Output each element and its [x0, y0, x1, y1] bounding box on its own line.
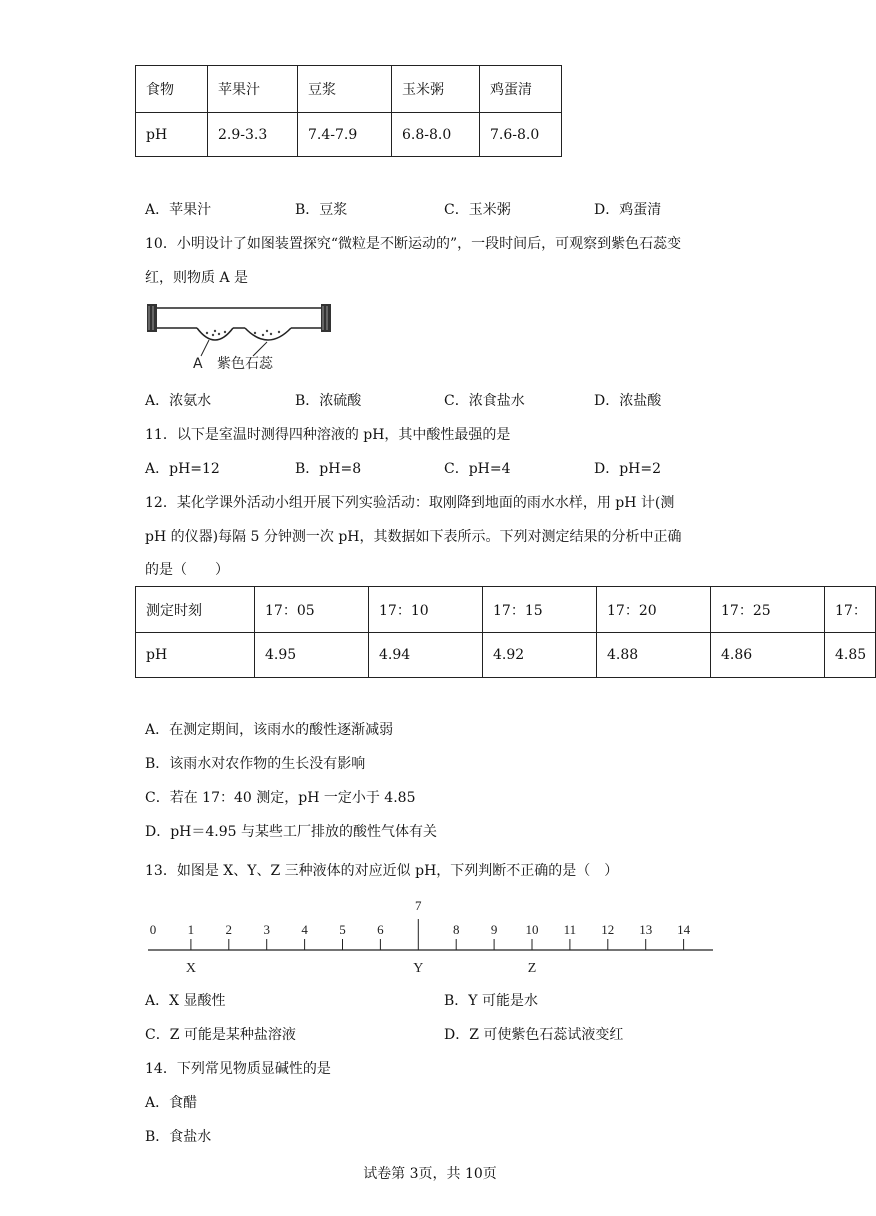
- q11-option-c[interactable]: C．pH=4: [444, 461, 511, 477]
- scale-number: 12: [601, 922, 615, 937]
- table-cell: 7.4-7.9: [298, 113, 392, 157]
- scale-marker-y: Y: [413, 961, 424, 976]
- table-cell: pH: [136, 633, 255, 678]
- q10-option-a[interactable]: A．浓氨水: [145, 393, 212, 409]
- table-cell: 7.6-8.0: [480, 113, 562, 157]
- q14-option-a[interactable]: A．食醋: [145, 1095, 198, 1111]
- table-cell: pH: [136, 113, 208, 157]
- table-cell: 17：25: [711, 587, 825, 633]
- table-row: [136, 113, 562, 157]
- table-cell: 17：10: [369, 587, 483, 633]
- scale-number: 10: [525, 922, 539, 937]
- table-cell: 豆浆: [298, 66, 392, 113]
- scale-number: 8: [452, 922, 460, 937]
- figure-label-litmus: 紫色石蕊: [217, 356, 273, 372]
- scale-number: 5: [339, 922, 346, 937]
- table-row: [136, 66, 562, 113]
- q10-stem-line1: 10．小明设计了如图装置探究“微粒是不断运动的”，一段时间后，可观察到紫色石蕊变: [145, 236, 682, 252]
- table-cell: 食物: [136, 66, 208, 113]
- q12-stem-line2: pH 的仪器)每隔 5 分钟测一次 pH，其数据如下表所示。下列对测定结果的分析中正确: [145, 529, 682, 545]
- q9-option-a[interactable]: A．苹果汁: [145, 202, 212, 218]
- q11-stem: 11．以下是室温时测得四种溶液的 pH，其中酸性最强的是: [145, 427, 511, 443]
- figure-label-a: A: [193, 356, 203, 372]
- q12-option-b[interactable]: B．该雨水对农作物的生长没有影响: [145, 756, 366, 772]
- scale-number: 1: [187, 922, 195, 937]
- page-footer: 试卷第 3页，共 10页: [363, 1166, 497, 1182]
- q12-option-d[interactable]: D．pH＝4.95 与某些工厂排放的酸性气体有关: [145, 824, 438, 840]
- table-row: [136, 633, 876, 678]
- q11-option-a[interactable]: A．pH=12: [145, 461, 220, 477]
- q9-option-b[interactable]: B．豆浆: [295, 202, 348, 218]
- table-cell: 4.88: [597, 633, 711, 678]
- scale-number: 0: [149, 922, 157, 937]
- scale-number: 14: [677, 922, 691, 937]
- table-cell: 6.8-8.0: [392, 113, 480, 157]
- q10-stem-line2: 红，则物质 A 是: [145, 270, 249, 286]
- scale-number: 13: [639, 922, 653, 937]
- scale-number: 6: [377, 922, 384, 937]
- scale-number: 3: [263, 922, 270, 937]
- q13-option-b[interactable]: B．Y 可能是水: [444, 993, 538, 1009]
- q10-option-c[interactable]: C．浓食盐水: [444, 393, 525, 409]
- scale-number: 2: [225, 922, 233, 937]
- scale-number: 7: [415, 898, 422, 913]
- table-cell: 苹果汁: [208, 66, 298, 113]
- q10-option-d[interactable]: D．浓盐酸: [594, 393, 662, 409]
- q12-option-c[interactable]: C．若在 17：40 测定，pH 一定小于 4.85: [145, 790, 416, 806]
- q9-option-c[interactable]: C．玉米粥: [444, 202, 511, 218]
- table-row: [136, 587, 876, 633]
- scale-marker-x: X: [185, 961, 196, 976]
- table-cell: 4.85: [825, 633, 876, 678]
- food-ph-table: [135, 65, 562, 157]
- table-cell: 4.94: [369, 633, 483, 678]
- table-cell: 测定时刻: [136, 587, 255, 633]
- q14-stem: 14．下列常见物质显碱性的是: [145, 1061, 331, 1077]
- table-cell: 4.95: [255, 633, 369, 678]
- q10-option-b[interactable]: B．浓硫酸: [295, 393, 362, 409]
- table-cell: 4.92: [483, 633, 597, 678]
- table-cell: 鸡蛋清: [480, 66, 562, 113]
- q9-option-d[interactable]: D．鸡蛋清: [594, 202, 662, 218]
- table-cell: 玉米粥: [392, 66, 480, 113]
- q11-option-d[interactable]: D．pH=2: [594, 461, 662, 477]
- q13-option-c[interactable]: C．Z 可能是某种盐溶液: [145, 1027, 296, 1043]
- table-cell: 4.86: [711, 633, 825, 678]
- ph-scale-figure: [140, 892, 720, 982]
- table-cell: 2.9-3.3: [208, 113, 298, 157]
- q13-stem: 13．如图是 X、Y、Z 三种液体的对应近似 pH，下列判断不正确的是（ ）: [145, 863, 619, 879]
- q12-stem-line3: 的是（ ）: [145, 562, 229, 578]
- diffusion-apparatus-figure: [145, 300, 335, 375]
- table-cell: 17：15: [483, 587, 597, 633]
- scale-marker-z: Z: [527, 961, 537, 976]
- q13-option-a[interactable]: A．X 显酸性: [145, 993, 226, 1009]
- table-cell: 17：05: [255, 587, 369, 633]
- table-cell: 17：: [825, 587, 876, 633]
- scale-number: 9: [490, 922, 498, 937]
- rain-ph-table: [135, 586, 876, 678]
- scale-number: 11: [563, 922, 577, 937]
- q11-option-b[interactable]: B．pH=8: [295, 461, 362, 477]
- q13-option-d[interactable]: D．Z 可使紫色石蕊试液变红: [444, 1027, 624, 1043]
- table-cell: 17：20: [597, 587, 711, 633]
- q14-option-b[interactable]: B．食盐水: [145, 1129, 212, 1145]
- q12-stem-line1: 12．某化学课外活动小组开展下列实验活动：取刚降到地面的雨水水样，用 pH 计(测: [145, 495, 675, 511]
- q12-option-a[interactable]: A．在测定期间，该雨水的酸性逐渐减弱: [145, 722, 394, 738]
- scale-number: 4: [301, 922, 308, 937]
